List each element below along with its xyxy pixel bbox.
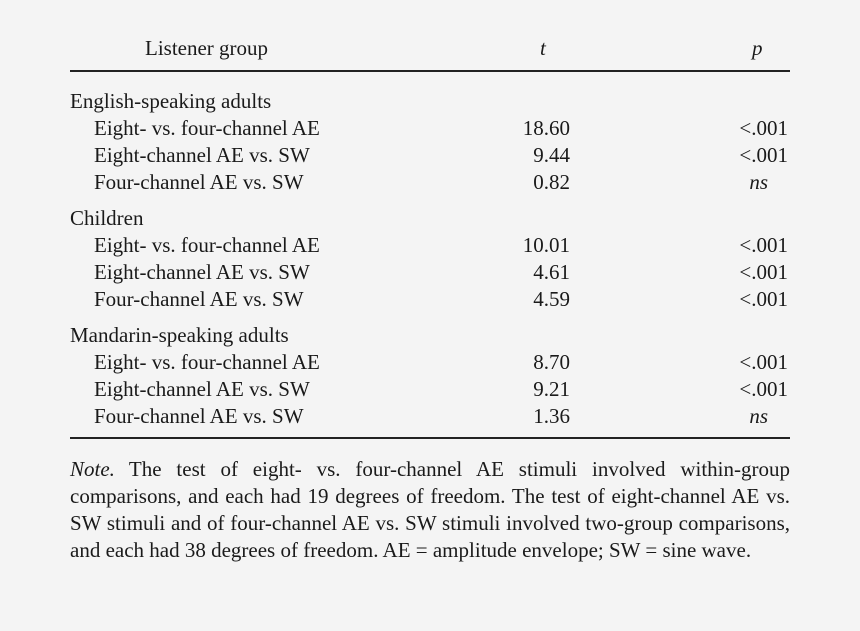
table-row	[70, 286, 790, 313]
group-row	[70, 88, 790, 115]
t-value-cell: 4.59	[533, 287, 570, 311]
group-row	[70, 322, 790, 349]
header-t: t	[540, 36, 546, 60]
p-value-cell: <.001	[739, 260, 788, 284]
table-row	[70, 232, 790, 259]
table-row	[70, 115, 790, 142]
p-value-cell: ns	[749, 404, 768, 428]
t-value-cell: 0.82	[533, 170, 570, 194]
p-value-cell: <.001	[739, 350, 788, 374]
comparison-cell: Eight- vs. four-channel AE	[94, 233, 320, 257]
note-label: Note.	[70, 457, 115, 481]
table-row	[70, 349, 790, 376]
p-value-cell: ns	[749, 170, 768, 194]
comparison-cell: Eight- vs. four-channel AE	[94, 116, 320, 140]
t-value-cell: 10.01	[522, 233, 570, 257]
table-row	[70, 259, 790, 286]
t-value-cell: 1.36	[533, 404, 570, 428]
t-value-cell: 9.21	[533, 377, 570, 401]
table-row	[70, 376, 790, 403]
top-rule	[70, 70, 790, 72]
bottom-rule	[70, 437, 790, 439]
p-value-cell: <.001	[739, 377, 788, 401]
header-p: p	[752, 36, 763, 60]
p-value-cell: <.001	[739, 143, 788, 167]
group-label: English-speaking adults	[70, 89, 272, 113]
t-value-cell: 8.70	[533, 350, 570, 374]
table-row	[70, 169, 790, 196]
comparison-cell: Four-channel AE vs. SW	[94, 287, 304, 311]
header-listener-group: Listener group	[145, 36, 269, 60]
comparison-cell: Eight- vs. four-channel AE	[94, 350, 320, 374]
group-label: Children	[70, 206, 144, 230]
table-row	[70, 403, 790, 430]
t-value-cell: 18.60	[522, 116, 570, 140]
p-value-cell: <.001	[739, 233, 788, 257]
comparison-cell: Eight-channel AE vs. SW	[94, 143, 310, 167]
table-header	[70, 36, 790, 66]
comparison-cell: Four-channel AE vs. SW	[94, 404, 304, 428]
note-text: The test of eight- vs. four-channel AE stimuli involved within-group comparisons, and each had 19 degrees of freedom. The test of eight-channel AE vs. SW stimuli and of four-channel AE vs. SW stimuli involved two-group comparisons, and each had 38 degrees of freedom. AE = amplitude envelope; SW = sine wave.	[70, 457, 790, 562]
p-value-cell: <.001	[739, 287, 788, 311]
comparison-cell: Four-channel AE vs. SW	[94, 170, 304, 194]
t-value-cell: 9.44	[533, 143, 570, 167]
table-note	[70, 456, 790, 564]
comparison-cell: Eight-channel AE vs. SW	[94, 377, 310, 401]
group-label: Mandarin-speaking adults	[70, 323, 289, 347]
comparison-cell: Eight-channel AE vs. SW	[94, 260, 310, 284]
p-value-cell: <.001	[739, 116, 788, 140]
table-row	[70, 142, 790, 169]
t-value-cell: 4.61	[533, 260, 570, 284]
group-row	[70, 205, 790, 232]
